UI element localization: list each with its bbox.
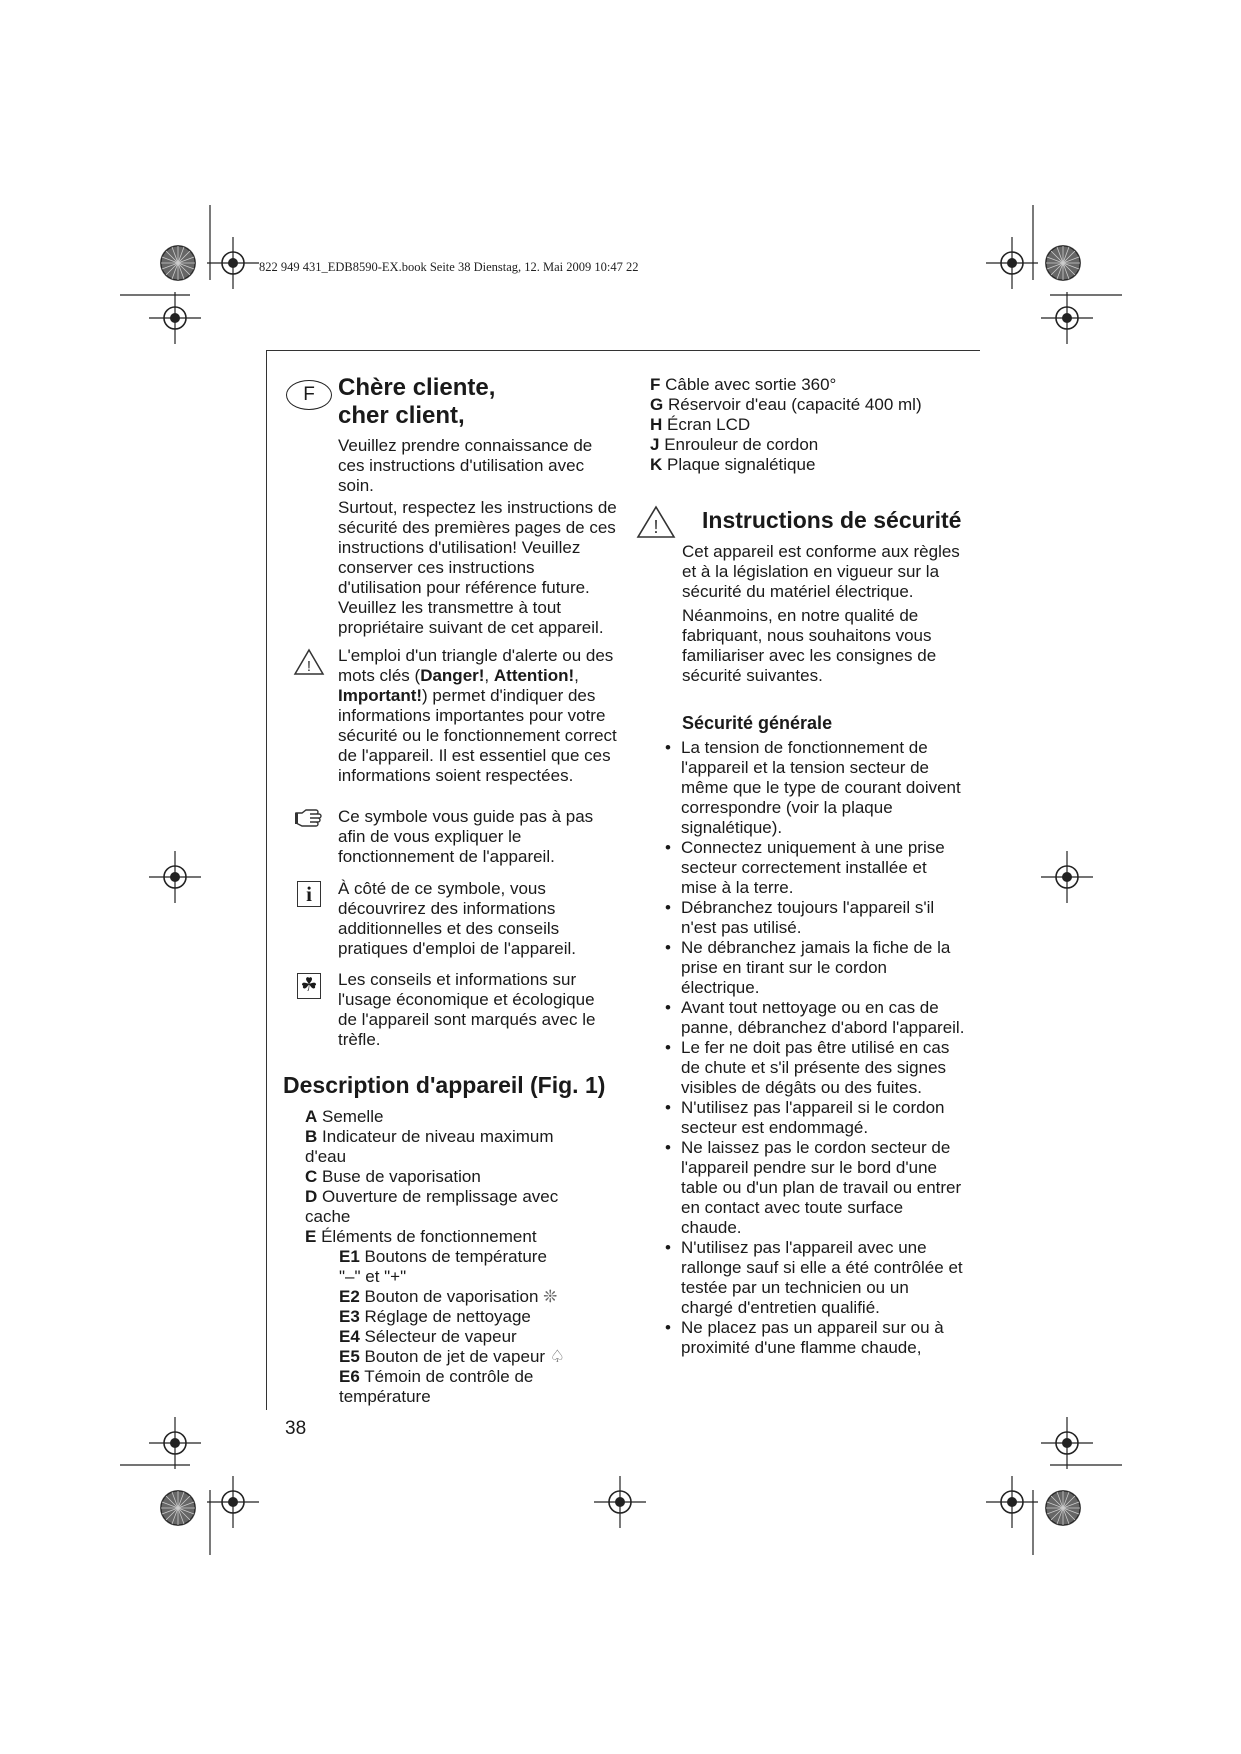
desc-item-B: B Indicateur de niveau maximum d'eau [305, 1127, 554, 1166]
page-frame-top [266, 350, 980, 351]
desc-subitem-E6: E6 Témoin de contrôle de température [339, 1367, 534, 1406]
info-symbol-text: À côté de ce symbole, vous découvrirez des informations additionnelles et des conseils pratiques d'emploi de l'appareil. [338, 879, 577, 958]
greeting-paragraph-1: Veuillez prendre connaissance de ces instructions d'utilisation avec soin. [338, 436, 593, 495]
desc-item-A: A Semelle [305, 1107, 384, 1126]
safety-bullet: • Avant tout nettoyage ou en cas de panne, débranchez d'abord l'appareil. [665, 998, 965, 1038]
safety-bullet: • Connectez uniquement à une prise secteur correctement installée et mise à la terre. [665, 838, 965, 898]
keyword-danger: Danger! [420, 666, 485, 685]
steam-jet-icon: ♤ [549, 1347, 566, 1366]
desc-item-D: D Ouverture de remplissage avec cache [305, 1187, 559, 1226]
safety-bullet: • N'utilisez pas l'appareil si le cordon secteur est endommagé. [665, 1098, 965, 1138]
language-badge: F [286, 380, 332, 410]
safety-bullet: • Ne placez pas un appareil sur ou à proximité d'une flamme chaude, [665, 1318, 965, 1358]
keyword-important: Important! [338, 686, 423, 705]
safety-bullet: • Ne laissez pas le cordon secteur de l'appareil pendre sur le bord d'une table ou d'un plan de travail ou entrer en contact avec toute surface chaude. [665, 1138, 965, 1238]
description-continued [650, 375, 970, 475]
desc-item-H: H Écran LCD [650, 415, 751, 434]
svg-text:!: ! [306, 658, 312, 675]
safety-intro-paragraph-2: Néanmoins, en notre qualité de fabriquant, nous souhaitons vous familiariser avec les consignes de sécurité suivantes. [682, 606, 937, 685]
rosette-top-right [1045, 245, 1081, 281]
book-info-header: 822 949 431_EDB8590-EX.book Seite 38 Dienstag, 12. Mai 2009 10:47 22 [259, 260, 639, 274]
safety-bullet: • Ne débranchez jamais la fiche de la prise en tirant sur le cordon électrique. [665, 938, 965, 998]
desc-subitem-E4: E4 Sélecteur de vapeur [339, 1327, 517, 1346]
desc-subitem-E5: E5 Bouton de jet de vapeur ♤ [339, 1347, 566, 1366]
page-frame-left [266, 350, 267, 1410]
spray-icon: ❊ [543, 1287, 558, 1306]
safety-warning-icon [636, 505, 676, 539]
clover-icon: ☘ [297, 973, 321, 999]
safety-intro-paragraph-1: Cet appareil est conforme aux règles et à la législation en vigueur sur la sécurité du matériel électrique. [682, 542, 960, 601]
rosette-top-left [160, 245, 196, 281]
keyword-sep-2: , [574, 666, 579, 685]
desc-item-K: K Plaque signalétique [650, 455, 816, 474]
desc-subitem-E3: E3 Réglage de nettoyage [339, 1307, 531, 1326]
info-icon: i [297, 881, 321, 907]
pointing-hand-icon [294, 807, 324, 827]
greeting-title-line1: Chère cliente, [338, 374, 496, 401]
desc-subitem-E2: E2 Bouton de vaporisation ❊ [339, 1287, 558, 1306]
warning-triangle-icon [293, 648, 325, 676]
rosette-bottom-left [160, 1490, 196, 1526]
desc-subitem-E1: E1 Boutons de température "–" et "+" [339, 1247, 547, 1286]
safety-bullet: • N'utilisez pas l'appareil avec une rallonge sauf si elle a été contrôlée et testée par un technicien ou un chargé d'entretien qualifié. [665, 1238, 965, 1318]
desc-item-E: E Éléments de fonctionnement [305, 1227, 537, 1246]
greeting-section [338, 374, 618, 638]
page-number: 38 [285, 1418, 307, 1439]
svg-text:!: ! [653, 517, 659, 537]
desc-item-J: J Enrouleur de cordon [650, 435, 819, 454]
greeting-paragraph-2: Surtout, respectez les instructions de sécurité des premières pages de ces instructions d'utilisation! Veuillez conserver ces instructions d'utilisation pour référence future. Veuillez les transmettre à tout propriétaire suivant de cet appareil. [338, 498, 617, 637]
safety-bullet: • Débranchez toujours l'appareil s'il n'est pas utilisé. [665, 898, 965, 938]
safety-bullet: • La tension de fonctionnement de l'appareil et la tension secteur de même que le type de courant doivent correspondre (voir la plaque signalétique). [665, 738, 965, 838]
desc-item-C: C Buse de vaporisation [305, 1167, 481, 1186]
greeting-title-line2: cher client, [338, 402, 465, 429]
device-description [283, 1071, 623, 1407]
safety-bullet: • Le fer ne doit pas être utilisé en cas de chute et s'il présente des signes visibles de dégâts ou des fuites. [665, 1038, 965, 1098]
clover-symbol-text: Les conseils et informations sur l'usage économique et écologique de l'appareil sont marqués avec le trèfle. [338, 970, 596, 1049]
desc-item-G: G Réservoir d'eau (capacité 400 ml) [650, 395, 922, 414]
keyword-sep-1: , [484, 666, 494, 685]
description-title: Description d'appareil (Fig. 1) [283, 1072, 606, 1098]
warning-text-before: L'emploi d'un triangle d'alerte ou des mots clés ( [338, 646, 614, 685]
safety-bullet-list [665, 738, 965, 1358]
warning-text-after: ) permet d'indiquer des informations importantes pour votre sécurité ou le fonctionnement correct de l'appareil. Il est essentiel que ces informations soient respectées. [338, 686, 617, 785]
safety-intro [682, 542, 962, 686]
general-safety-title: Sécurité générale [682, 713, 833, 733]
rosette-bottom-right [1045, 1490, 1081, 1526]
safety-title: Instructions de sécurité [702, 507, 962, 533]
hand-symbol-text: Ce symbole vous guide pas à pas afin de vous expliquer le fonctionnement de l'appareil. [338, 807, 594, 866]
desc-item-F: F Câble avec sortie 360° [650, 375, 837, 394]
warning-symbol-text [338, 646, 618, 786]
keyword-attention: Attention! [493, 666, 575, 685]
